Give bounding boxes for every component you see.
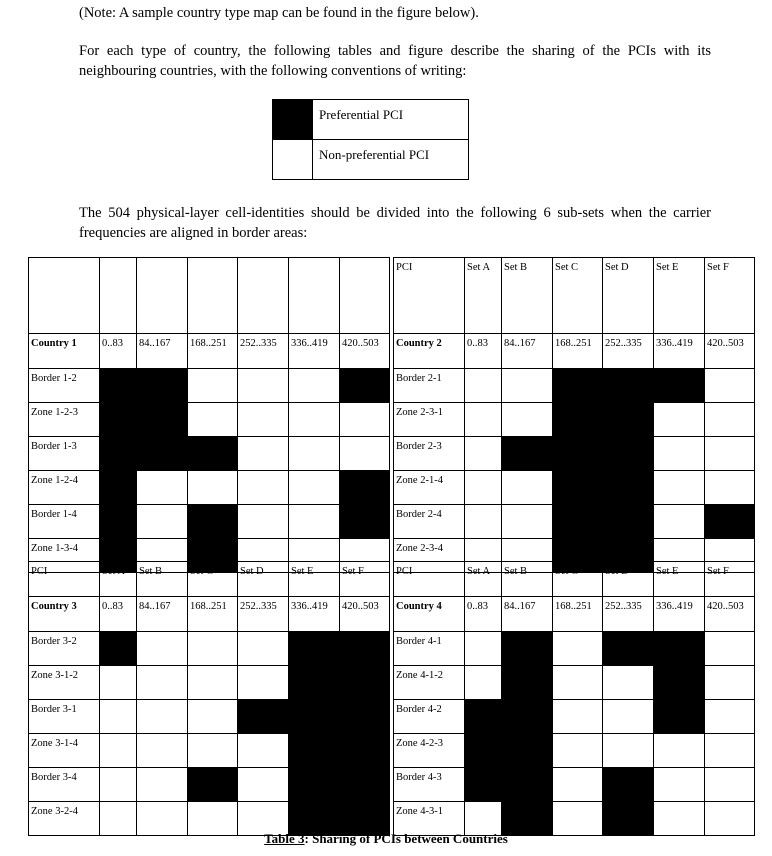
set-header-cell: Set E [654,562,705,597]
set-header-cell: Set F [340,562,390,597]
non-preferential-cell [705,632,755,666]
table-caption [0,831,772,847]
preferential-cell [502,666,553,700]
pci-sharing-row [394,666,755,700]
non-preferential-cell [553,666,603,700]
non-preferential-cell [289,505,340,539]
non-preferential-cell [100,734,137,768]
caption-text: : Sharing of PCIs between Countries [304,831,508,846]
area-label: Zone 2-3-4 [394,539,465,573]
non-preferential-cell [238,437,289,471]
preferential-cell [465,700,502,734]
preferential-cell [705,505,755,539]
non-preferential-cell [100,768,137,802]
preferential-cell [100,403,137,437]
set-header-cell [289,258,340,334]
preferential-cell [340,471,390,505]
non-preferential-cell [603,700,654,734]
non-preferential-cell [137,768,188,802]
area-label: Border 1-2 [29,369,100,403]
non-preferential-cell [238,734,289,768]
pci-range-cell: 252..335 [238,597,289,632]
non-preferential-cell [705,403,755,437]
pci-subsets-paragraph: The 504 physical-layer cell-identities should be divided into the following 6 sub-sets when the carrier frequencies are aligned in border areas: [79,205,711,241]
area-label: Zone 3-2-4 [29,802,100,836]
legend-swatch-preferential [273,100,313,140]
legend-label-non-preferential: Non-preferential PCI [313,140,469,180]
non-preferential-cell [705,369,755,403]
non-preferential-cell [188,666,238,700]
set-header-cell: Set A [100,562,137,597]
non-preferential-cell [502,471,553,505]
non-preferential-cell [238,505,289,539]
set-header-cell: Set D [603,258,654,334]
pci-sharing-row [29,666,390,700]
non-preferential-cell [502,369,553,403]
set-header-cell: Set F [705,562,755,597]
pci-sharing-row [29,437,390,471]
pci-header-row [29,562,390,597]
preferential-cell [137,369,188,403]
conventions-paragraph: For each type of country, the following tables and figure describe the sharing of the PCIs with its neighbouring countries, with the following conventions of writing: [79,43,711,79]
preferential-cell [603,403,654,437]
non-preferential-cell [465,505,502,539]
non-preferential-cell [654,403,705,437]
pci-sharing-row [29,471,390,505]
pci-sharing-row [394,768,755,802]
pci-sharing-row [394,632,755,666]
non-preferential-cell [502,403,553,437]
pci-sharing-row [394,369,755,403]
country-label: Country 1 [29,334,100,369]
set-header-cell: Set D [238,562,289,597]
area-label: Border 2-4 [394,505,465,539]
area-label: Zone 3-1-4 [29,734,100,768]
pci-range-cell: 0..83 [100,597,137,632]
preferential-cell [188,505,238,539]
preferential-cell [188,768,238,802]
preferential-cell [654,666,705,700]
preferential-cell [340,734,390,768]
legend-row-non-preferential [273,140,469,180]
area-label: Border 1-4 [29,505,100,539]
pci-range-cell: 336..419 [289,597,340,632]
preferential-cell [137,403,188,437]
non-preferential-cell [465,632,502,666]
non-preferential-cell [137,734,188,768]
preferential-cell [100,369,137,403]
non-preferential-cell [654,437,705,471]
pci-sharing-row [394,403,755,437]
preferential-cell [603,768,654,802]
set-header-cell: Set F [705,258,755,334]
pci-header-cell [29,258,100,334]
non-preferential-cell [238,632,289,666]
non-preferential-cell [654,505,705,539]
preferential-cell [100,471,137,505]
legend-label-preferential: Preferential PCI [313,100,469,140]
non-preferential-cell [100,666,137,700]
preferential-cell [340,768,390,802]
preferential-cell [553,403,603,437]
non-preferential-cell [705,700,755,734]
preferential-cell [502,437,553,471]
preferential-cell [654,632,705,666]
non-preferential-cell [289,369,340,403]
non-preferential-cell [188,369,238,403]
non-preferential-cell [238,471,289,505]
country-label: Country 2 [394,334,465,369]
pci-sharing-row [394,437,755,471]
set-header-cell: Set B [502,562,553,597]
pci-table-country-3 [28,561,390,836]
country-range-row [29,597,390,632]
area-label: Border 1-3 [29,437,100,471]
preferential-cell [100,437,137,471]
set-header-cell: Set C [188,562,238,597]
preferential-cell [603,471,654,505]
area-label: Border 2-1 [394,369,465,403]
non-preferential-cell [137,471,188,505]
area-label: Zone 1-2-4 [29,471,100,505]
pci-sharing-row [394,700,755,734]
area-label: Zone 4-1-2 [394,666,465,700]
pci-range-cell: 168..251 [188,597,238,632]
non-preferential-cell [238,768,289,802]
legend-row-preferential [273,100,469,140]
preferential-cell [502,768,553,802]
pci-header-cell: PCI [394,258,465,334]
legend-table [272,99,469,180]
pci-range-cell: 84..167 [137,334,188,369]
preferential-cell [553,471,603,505]
non-preferential-cell [340,437,390,471]
pci-header-cell: PCI [29,562,100,597]
non-preferential-cell [603,666,654,700]
pci-range-cell: 336..419 [654,597,705,632]
country-range-row [29,334,390,369]
preferential-cell [553,369,603,403]
non-preferential-cell [465,666,502,700]
area-label: Zone 1-3-4 [29,539,100,573]
preferential-cell [289,632,340,666]
non-preferential-cell [553,700,603,734]
pci-sharing-row [394,505,755,539]
non-preferential-cell [137,505,188,539]
pci-sharing-row [394,471,755,505]
pci-range-cell: 168..251 [553,334,603,369]
note-paragraph: (Note: A sample country type map can be found in the figure below). [79,5,479,21]
country-range-row [394,597,755,632]
preferential-cell [553,437,603,471]
non-preferential-cell [188,734,238,768]
area-label: Zone 4-3-1 [394,802,465,836]
non-preferential-cell [603,734,654,768]
set-header-cell: Set C [553,258,603,334]
pci-range-cell: 0..83 [465,334,502,369]
pci-range-cell: 252..335 [603,597,654,632]
area-label: Border 3-2 [29,632,100,666]
pci-range-cell: 168..251 [553,597,603,632]
non-preferential-cell [137,632,188,666]
set-header-cell [100,258,137,334]
pci-header-cell: PCI [394,562,465,597]
non-preferential-cell [553,768,603,802]
preferential-cell [502,632,553,666]
non-preferential-cell [553,734,603,768]
set-header-cell: Set E [654,258,705,334]
legend-swatch-non-preferential [273,140,313,180]
preferential-cell [465,768,502,802]
pci-range-cell: 336..419 [654,334,705,369]
area-label: Border 3-4 [29,768,100,802]
preferential-cell [603,437,654,471]
preferential-cell [603,505,654,539]
country-range-row [394,334,755,369]
pci-header-row [29,258,390,334]
non-preferential-cell [289,471,340,505]
preferential-cell [340,505,390,539]
non-preferential-cell [340,403,390,437]
area-label: Zone 4-2-3 [394,734,465,768]
preferential-cell [289,666,340,700]
set-header-cell: Set E [289,562,340,597]
pci-sharing-row [29,768,390,802]
preferential-cell [188,437,238,471]
non-preferential-cell [465,437,502,471]
non-preferential-cell [289,437,340,471]
non-preferential-cell [553,632,603,666]
pci-range-cell: 0..83 [465,597,502,632]
preferential-cell [654,700,705,734]
pci-range-cell: 84..167 [502,334,553,369]
non-preferential-cell [654,471,705,505]
set-header-cell: Set A [465,258,502,334]
set-header-cell [188,258,238,334]
preferential-cell [289,734,340,768]
preferential-cell [502,700,553,734]
non-preferential-cell [654,768,705,802]
area-label: Zone 2-3-1 [394,403,465,437]
pci-header-row [394,562,755,597]
non-preferential-cell [465,471,502,505]
area-label: Border 2-3 [394,437,465,471]
area-label: Border 3-1 [29,700,100,734]
preferential-cell [100,632,137,666]
non-preferential-cell [654,734,705,768]
pci-sharing-row [29,403,390,437]
pci-sharing-row [29,505,390,539]
non-preferential-cell [188,632,238,666]
caption-table-number: Table 3 [264,831,305,846]
preferential-cell [340,369,390,403]
pci-sharing-row [29,734,390,768]
pci-table-country-2 [393,257,755,573]
country-label: Country 4 [394,597,465,632]
area-label: Zone 1-2-3 [29,403,100,437]
preferential-cell [289,700,340,734]
pci-range-cell: 420..503 [705,597,755,632]
pci-table-country-4 [393,561,755,836]
pci-range-cell: 336..419 [289,334,340,369]
set-header-cell: Set A [465,562,502,597]
non-preferential-cell [705,734,755,768]
pci-range-cell: 420..503 [340,334,390,369]
set-header-cell: Set D [603,562,654,597]
non-preferential-cell [238,403,289,437]
area-label: Zone 3-1-2 [29,666,100,700]
non-preferential-cell [188,471,238,505]
preferential-cell [502,734,553,768]
country-label: Country 3 [29,597,100,632]
non-preferential-cell [705,437,755,471]
area-label: Border 4-1 [394,632,465,666]
pci-range-cell: 420..503 [340,597,390,632]
pci-range-cell: 420..503 [705,334,755,369]
preferential-cell [137,437,188,471]
non-preferential-cell [238,369,289,403]
set-header-cell [340,258,390,334]
pci-sharing-row [29,369,390,403]
non-preferential-cell [137,666,188,700]
non-preferential-cell [100,700,137,734]
pci-table-country-1 [28,257,390,573]
preferential-cell [100,505,137,539]
pci-range-cell: 84..167 [137,597,188,632]
pci-sharing-row [394,734,755,768]
pci-sharing-row [29,700,390,734]
preferential-cell [289,768,340,802]
non-preferential-cell [188,403,238,437]
preferential-cell [340,700,390,734]
non-preferential-cell [502,505,553,539]
non-preferential-cell [465,403,502,437]
area-label: Border 4-3 [394,768,465,802]
pci-range-cell: 252..335 [603,334,654,369]
set-header-cell [238,258,289,334]
pci-range-cell: 84..167 [502,597,553,632]
pci-range-cell: 0..83 [100,334,137,369]
pci-range-cell: 252..335 [238,334,289,369]
non-preferential-cell [705,768,755,802]
area-label: Zone 2-1-4 [394,471,465,505]
area-label: Border 4-2 [394,700,465,734]
preferential-cell [654,369,705,403]
non-preferential-cell [289,403,340,437]
non-preferential-cell [705,471,755,505]
pci-range-cell: 168..251 [188,334,238,369]
non-preferential-cell [137,700,188,734]
pci-sharing-row [29,632,390,666]
non-preferential-cell [238,666,289,700]
non-preferential-cell [705,666,755,700]
set-header-cell: Set B [502,258,553,334]
pci-header-row [394,258,755,334]
set-header-cell: Set C [553,562,603,597]
non-preferential-cell [465,369,502,403]
preferential-cell [340,666,390,700]
set-header-cell: Set B [137,562,188,597]
non-preferential-cell [188,700,238,734]
preferential-cell [553,505,603,539]
preferential-cell [465,734,502,768]
preferential-cell [603,632,654,666]
set-header-cell [137,258,188,334]
preferential-cell [340,632,390,666]
preferential-cell [238,700,289,734]
preferential-cell [603,369,654,403]
